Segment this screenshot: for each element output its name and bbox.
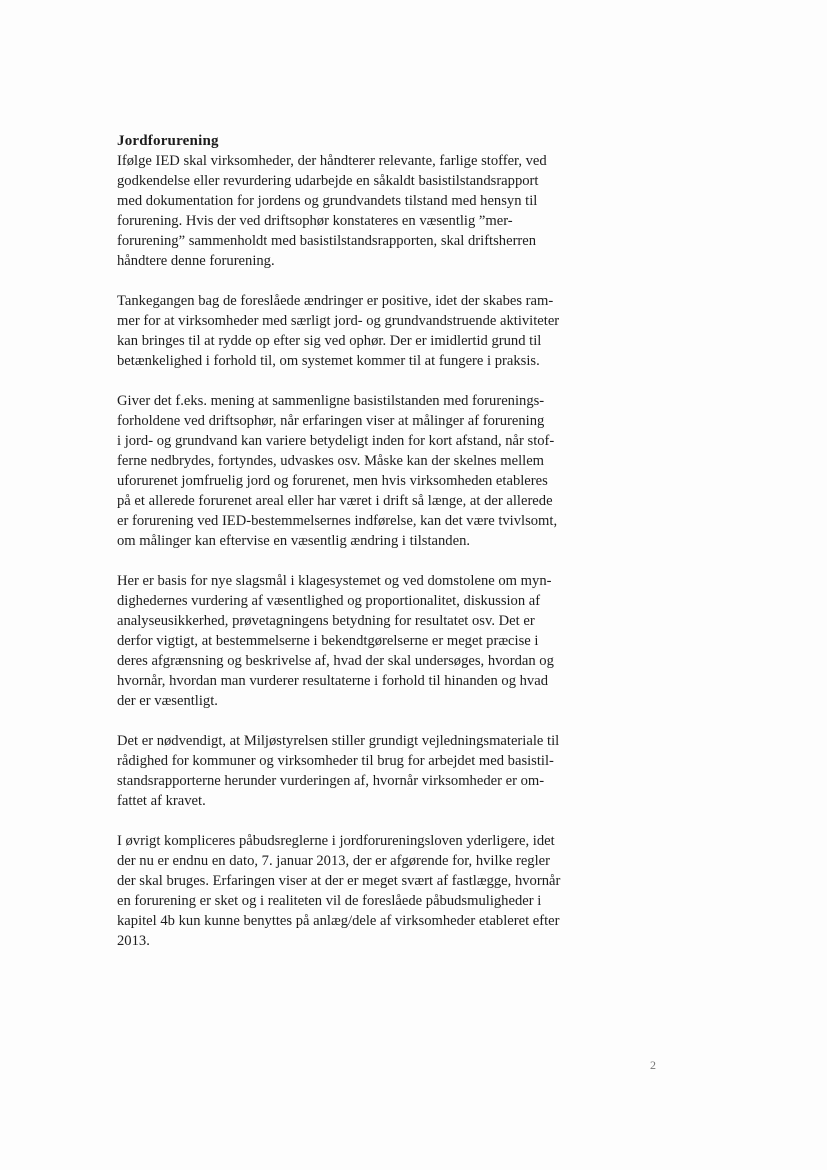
text-line: håndtere denne forurening. xyxy=(117,253,275,269)
text-line: I øvrigt kompliceres påbudsreglerne i jordforureningsloven yderligere, idet xyxy=(117,833,555,849)
text-line: der er væsentligt. xyxy=(117,693,218,709)
text-line: med dokumentation for jordens og grundvandets tilstand med hensyn til xyxy=(117,193,538,209)
section-heading: Jordforurening xyxy=(117,133,219,149)
text-line: ferne nedbrydes, fortyndes, udvaskes osv. Måske kan der skelnes mellem xyxy=(117,453,545,469)
text-line: analyseusikkerhed, prøvetagningens betydning for resultatet osv. Det er xyxy=(117,613,535,629)
text-line: Her er basis for nye slagsmål i klagesystemet og ved domstolene om myn- xyxy=(117,573,552,589)
text-line: uforurenet jomfruelig jord og forurenet, men hvis virksomheden etableres xyxy=(117,473,548,489)
text-line: Det er nødvendigt, at Miljøstyrelsen stiller grundigt vejledningsmateriale til xyxy=(117,733,560,749)
text-line: er forurening ved IED-bestemmelsernes indførelse, kan det være tvivlsomt, xyxy=(117,513,558,529)
paragraph xyxy=(117,391,617,551)
text-line: forurening. Hvis der ved driftsophør konstateres en væsentlig ”mer- xyxy=(117,213,513,229)
text-line: på et allerede forurenet areal eller har været i drift så længe, at der allerede xyxy=(117,493,553,509)
text-line: Tankegangen bag de foreslåede ændringer er positive, idet der skabes ram- xyxy=(117,293,554,309)
text-line: rådighed for kommuner og virksomheder til brug for arbejdet med basistil- xyxy=(117,753,554,769)
document-body xyxy=(117,131,617,971)
paragraph-container xyxy=(117,151,617,951)
text-line: en forurening er sket og i realiteten vil de foreslåede påbudsmuligheder i xyxy=(117,893,542,909)
text-line: der skal bruges. Erfaringen viser at der er meget svært af fastlægge, hvornår xyxy=(117,873,561,889)
text-line: kan bringes til at rydde op efter sig ved ophør. Der er imidlertid grund til xyxy=(117,333,542,349)
text-line: fattet af kravet. xyxy=(117,793,206,809)
text-line: i jord- og grundvand kan variere betydeligt inden for kort afstand, når stof- xyxy=(117,433,555,449)
text-line: 2013. xyxy=(117,933,150,949)
text-line: betænkelighed i forhold til, om systemet kommer til at fungere i praksis. xyxy=(117,353,540,369)
paragraph xyxy=(117,291,617,371)
paragraph xyxy=(117,151,617,271)
text-line: dighedernes vurdering af væsentlighed og proportionalitet, diskussion af xyxy=(117,593,541,609)
text-line: kapitel 4b kun kunne benyttes på anlæg/dele af virksomheder etableret efter xyxy=(117,913,560,929)
paragraph xyxy=(117,831,617,951)
text-line: godkendelse eller revurdering udarbejde en såkaldt basistilstandsrapport xyxy=(117,173,539,189)
text-line: deres afgrænsning og beskrivelse af, hvad der skal undersøges, hvordan og xyxy=(117,653,554,669)
text-line: hvornår, hvordan man vurderer resultaterne i forhold til hinanden og hvad xyxy=(117,673,549,689)
text-line: standsrapporterne herunder vurderingen af, hvornår virksomheder er om- xyxy=(117,773,545,789)
paragraph xyxy=(117,731,617,811)
text-line: forholdene ved driftsophør, når erfaringen viser at målinger af forurening xyxy=(117,413,545,429)
text-line: Giver det f.eks. mening at sammenligne basistilstanden med forurenings- xyxy=(117,393,545,409)
page-number: 2 xyxy=(650,1058,656,1072)
text-line: der nu er endnu en dato, 7. januar 2013, der er afgørende for, hvilke regler xyxy=(117,853,550,869)
text-line: Ifølge IED skal virksomheder, der håndterer relevante, farlige stoffer, ved xyxy=(117,153,547,169)
text-line: mer for at virksomheder med særligt jord- og grundvandstruende aktiviteter xyxy=(117,313,560,329)
paragraph xyxy=(117,571,617,711)
text-line: om målinger kan eftervise en væsentlig ændring i tilstanden. xyxy=(117,533,471,549)
text-line: derfor vigtigt, at bestemmelserne i bekendtgørelserne er meget præcise i xyxy=(117,633,539,649)
text-line: forurening” sammenholdt med basistilstandsrapporten, skal driftsherren xyxy=(117,233,537,249)
